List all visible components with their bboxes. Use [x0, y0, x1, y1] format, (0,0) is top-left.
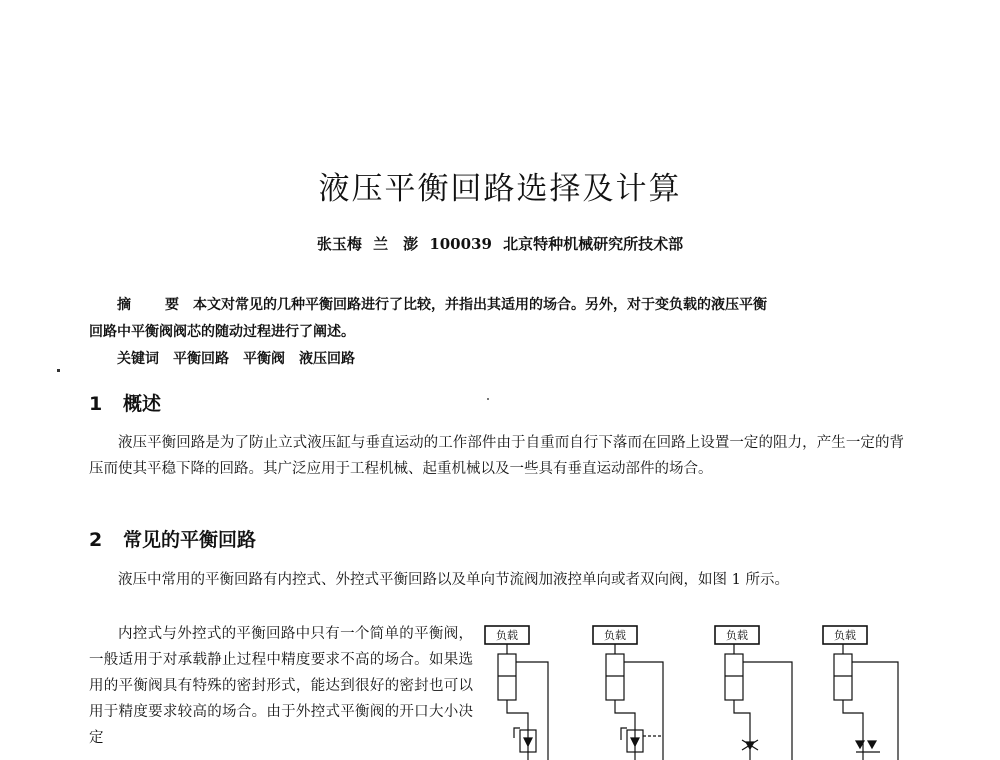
abstract-line — [89, 292, 904, 319]
paper-title: 液压平衡回路选择及计算 — [318, 171, 682, 207]
abstract-text: 本文对常见的几种平衡回路进行了比较，并指出其适用的场合。另外，对于变负载的液压平衡 — [193, 297, 767, 313]
circuit-throttle-pilot-check — [715, 626, 792, 760]
pipe — [843, 700, 863, 760]
check-valve — [524, 738, 532, 746]
left-column-text — [89, 621, 473, 751]
section-body — [89, 567, 904, 593]
circuit-throttle-double-check — [823, 626, 898, 760]
keywords-label: 关键词 — [117, 351, 159, 367]
paragraph: 内控式与外控式的平衡回路中只有一个简单的平衡阀，一般适用于对承载静止过程中精度要求不高的场合。如果选用的平衡阀具有特殊的密封形式，能达到很好的密封也可以用于精度要求较高的场合。由于外控式平衡阀的开口大小决定 — [89, 626, 473, 746]
cylinder — [834, 654, 852, 700]
scan-dot — [57, 369, 60, 372]
pipe — [621, 728, 627, 740]
abstract-text: 回路中平衡阀阀芯的随动过程进行了阐述。 — [89, 324, 355, 340]
check-valve — [631, 738, 639, 746]
keyword: 平衡阀 — [243, 351, 285, 367]
load-label: 负载 — [834, 629, 856, 642]
figure-1-circuits — [480, 618, 900, 760]
keyword: 平衡回路 — [173, 351, 229, 367]
paragraph: 液压中常用的平衡回路有内控式、外控式平衡回路以及单向节流阀加液控单向或者双向阀，如图 1 所示。 — [118, 572, 789, 588]
keywords-line — [89, 346, 904, 373]
section-title: 常见的平衡回路 — [123, 529, 257, 551]
abstract-line — [89, 319, 904, 346]
scan-speck — [487, 398, 489, 400]
section-number: 2 — [89, 529, 103, 551]
load-label: 负载 — [726, 629, 748, 642]
cylinder — [725, 654, 743, 700]
section-body — [89, 430, 904, 482]
cylinder — [606, 654, 624, 700]
section-heading — [89, 525, 256, 552]
section-heading — [89, 389, 161, 416]
section-title: 概述 — [123, 393, 162, 415]
check-valve — [746, 742, 754, 749]
cylinder — [498, 654, 516, 700]
pipe — [516, 662, 548, 760]
paragraph: 液压平衡回路是为了防止立式液压缸与垂直运动的工作部件由于自重而自行下落而在回路上设置一定的阻力，产生一定的背压而使其平稳下降的回路。其广泛应用于工程机械、起重机械以及一些具有垂直运动部件的场合。 — [89, 435, 904, 477]
pipe — [734, 700, 750, 760]
affiliation: 北京特种机械研究所技术部 — [503, 235, 684, 253]
circuit-external-control — [593, 626, 663, 760]
author-line — [0, 233, 1000, 254]
circuit-internal-control — [485, 626, 548, 760]
section-number: 1 — [89, 393, 103, 415]
load-label: 负载 — [604, 629, 626, 642]
pipe — [514, 728, 520, 738]
keyword: 液压回路 — [299, 351, 355, 367]
load-label: 负载 — [496, 629, 518, 642]
author-name: 张玉梅 — [316, 235, 362, 253]
check-valve — [868, 741, 876, 748]
postal-code: 100039 — [429, 235, 492, 253]
abstract-label: 摘 要 — [117, 297, 189, 313]
abstract-block — [89, 292, 904, 373]
author-name: 兰 澎 — [373, 235, 419, 253]
